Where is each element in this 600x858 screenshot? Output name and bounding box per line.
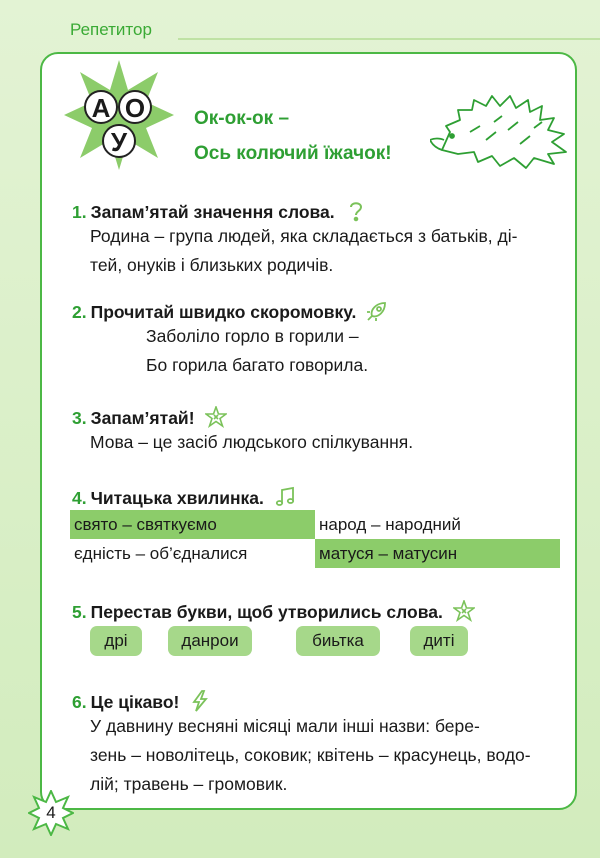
task-title: Запам’ятай! (90, 408, 195, 428)
letter-u: У (102, 124, 136, 158)
star-icon (205, 406, 227, 428)
text-line: тей, онуків і близьких родичів. (90, 255, 334, 275)
task-6-heading (72, 686, 211, 713)
page-number: 4 (46, 803, 56, 822)
star-icon (453, 600, 475, 622)
question-icon (345, 200, 367, 222)
letter-o: О (118, 90, 152, 124)
text-line: Родина – група людей, яка складається з батьків, ді- (90, 226, 518, 246)
hedgehog-icon (430, 92, 572, 170)
word-pill: данрои (168, 626, 252, 656)
header-divider (178, 38, 600, 40)
word-pill: биьтка (296, 626, 380, 656)
task-number: 5. (72, 602, 87, 622)
table-row (70, 539, 560, 568)
text-line: зень – новолітець, соковик; квітень – красунець, водо- (90, 745, 531, 765)
text-line: Мова – це засіб людського спілкування. (90, 432, 414, 452)
rhyme-line-2: Ось колючий їжачок! (194, 143, 392, 164)
text-line: лій; травень – громовик. (90, 774, 288, 794)
task-1-heading (72, 196, 367, 223)
task-title: Це цікаво! (90, 692, 180, 712)
task-3-text (90, 428, 560, 457)
text-line: Заболіло горло в горили – (146, 326, 359, 346)
task-2-text (146, 322, 546, 380)
task-number: 1. (72, 202, 87, 222)
task-1-text (90, 222, 558, 280)
table-row (70, 510, 560, 539)
task-number: 3. (72, 408, 87, 428)
table-cell: свято – святкуємо (70, 510, 315, 539)
rhyme-line-1: Ок-ок-ок – (194, 108, 290, 129)
task-title: Читацька хвилинка. (90, 488, 264, 508)
task-number: 4. (72, 488, 87, 508)
table-cell: матуся – матусин (315, 539, 560, 568)
task-number: 2. (72, 302, 87, 322)
lightning-icon (189, 690, 211, 712)
text-line: У давнину весняні місяці мали інші назви: бере- (90, 716, 480, 736)
task-6-text (90, 712, 558, 799)
word-pill: диті (410, 626, 468, 656)
task-2-heading (72, 296, 388, 323)
task-number: 6. (72, 692, 87, 712)
task-title: Перестав букви, щоб утворились слова. (90, 602, 443, 622)
table-cell: народ – народний (319, 515, 461, 534)
page-header-title: Репетитор (70, 20, 152, 39)
text-line: Бо горила багато говорила. (146, 355, 369, 375)
task-title: Запам’ятай значення слова. (90, 202, 335, 222)
rocket-icon (366, 300, 388, 322)
table-cell: єдність – об’єдналися (74, 544, 248, 563)
music-note-icon (274, 486, 296, 508)
task-3-heading (72, 402, 227, 429)
task-4-heading (72, 482, 296, 509)
task-5-heading (72, 596, 475, 623)
letter-a: А (84, 90, 118, 124)
task-title: Прочитай швидко скоромовку. (90, 302, 357, 322)
page-number-badge (28, 790, 74, 836)
word-pill: дрі (90, 626, 142, 656)
reading-table (70, 510, 560, 568)
